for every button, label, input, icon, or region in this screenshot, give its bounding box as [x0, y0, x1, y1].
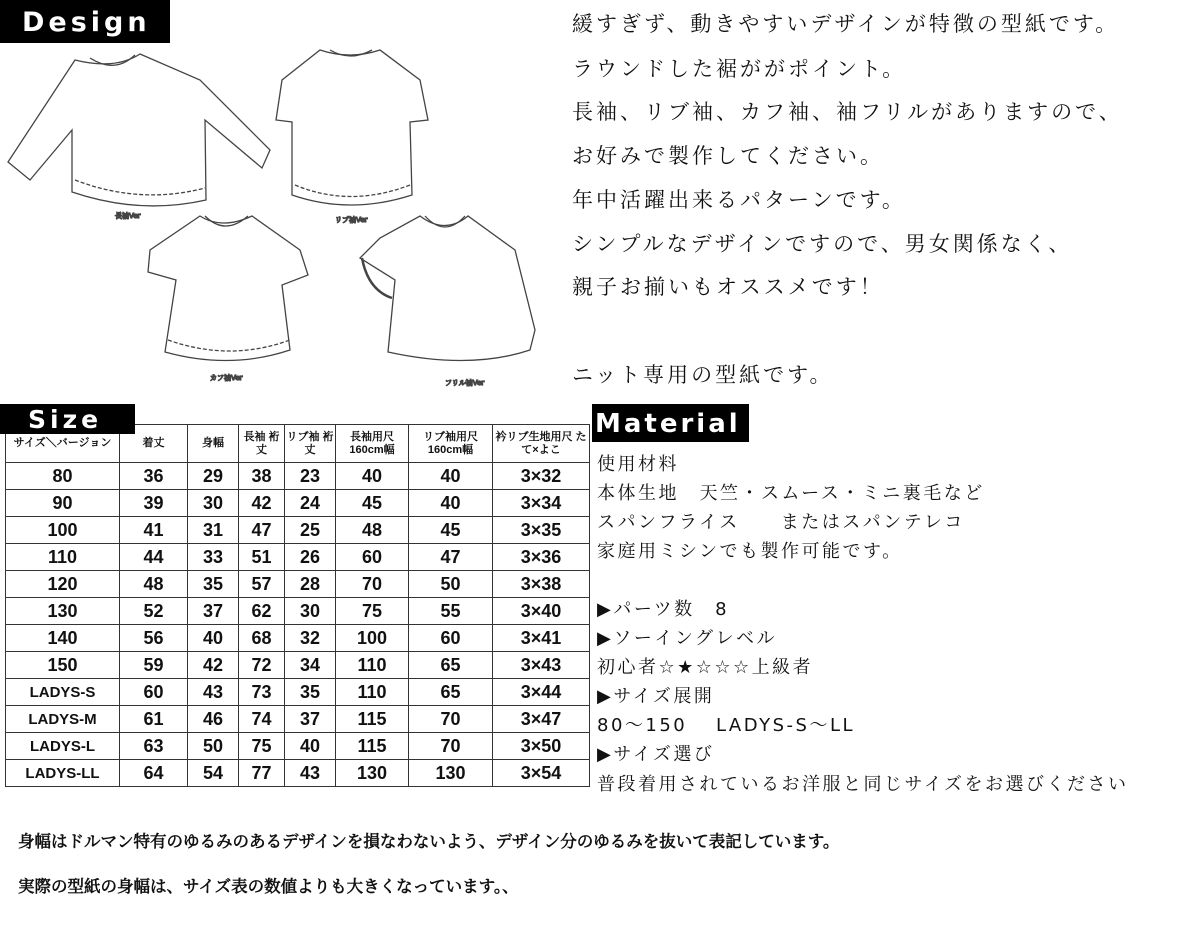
cuff-sleeve-drawing [148, 216, 308, 361]
table-cell: 43 [285, 760, 336, 787]
table-cell: 47 [409, 544, 493, 571]
table-cell: 45 [409, 517, 493, 544]
size-cell: LADYS-LL [6, 760, 120, 787]
table-row [6, 544, 590, 571]
pattern-drawings [0, 40, 560, 390]
column-header: リブ袖 裄丈 [285, 425, 336, 463]
column-header: リブ袖用尺 160cm幅 [409, 425, 493, 463]
caption-rib-sleeve: リブ袖Ver [335, 216, 368, 224]
column-header: 長袖 裄丈 [239, 425, 285, 463]
table-cell: 115 [336, 706, 409, 733]
table-row [6, 625, 590, 652]
table-cell: 37 [188, 598, 239, 625]
material-line: スパンフライス またはスパンテレコ [597, 512, 965, 533]
table-cell: 40 [409, 490, 493, 517]
table-cell: 62 [239, 598, 285, 625]
material-line: ▶サイズ展開 [597, 686, 715, 707]
column-header: 着丈 [120, 425, 188, 463]
table-cell: 30 [285, 598, 336, 625]
table-cell: 30 [188, 490, 239, 517]
material-line: ▶ソーイングレベル [597, 628, 777, 649]
design-label: Design [0, 0, 170, 43]
table-cell: 33 [188, 544, 239, 571]
table-cell: 3×47 [493, 706, 590, 733]
material-line: ▶パーツ数 8 [597, 599, 730, 620]
size-cell: LADYS-M [6, 706, 120, 733]
table-cell: 72 [239, 652, 285, 679]
table-cell: 3×54 [493, 760, 590, 787]
table-cell: 26 [285, 544, 336, 571]
table-cell: 115 [336, 733, 409, 760]
table-row [6, 490, 590, 517]
intro-line: 年中活躍出来るパターンです。 [572, 188, 906, 212]
table-cell: 48 [120, 571, 188, 598]
size-cell: LADYS-L [6, 733, 120, 760]
table-cell: 31 [188, 517, 239, 544]
note-line: 身幅はドルマン特有のゆるみのあるデザインを損なわないよう、デザイン分のゆるみを抜いて表記しています。 [18, 832, 840, 851]
intro-line: シンプルなデザインですので、男女関係なく、 [572, 232, 1073, 256]
size-cell: 140 [6, 625, 120, 652]
column-header: 衿リブ生地用尺 たて×よこ [493, 425, 590, 463]
table-cell: 29 [188, 463, 239, 490]
frill-sleeve-drawing [360, 216, 535, 361]
table-cell: 50 [188, 733, 239, 760]
table-cell: 70 [336, 571, 409, 598]
table-cell: 3×32 [493, 463, 590, 490]
size-cell: 130 [6, 598, 120, 625]
table-cell: 34 [285, 652, 336, 679]
table-cell: 75 [239, 733, 285, 760]
long-sleeve-drawing [8, 54, 270, 206]
table-row [6, 706, 590, 733]
caption-long-sleeve: 長袖Ver [115, 212, 141, 220]
table-cell: 56 [120, 625, 188, 652]
table-row [6, 463, 590, 490]
table-cell: 40 [409, 463, 493, 490]
table-cell: 74 [239, 706, 285, 733]
table-cell: 48 [336, 517, 409, 544]
table-cell: 110 [336, 679, 409, 706]
table-row [6, 760, 590, 787]
column-header: 長袖用尺 160cm幅 [336, 425, 409, 463]
intro-line: ニット専用の型紙です。 [572, 363, 834, 387]
table-cell: 40 [188, 625, 239, 652]
intro-line: 長袖、リブ袖、カフ袖、袖フリルがありますので、 [572, 100, 1123, 124]
table-cell: 42 [188, 652, 239, 679]
size-cell: 110 [6, 544, 120, 571]
table-cell: 73 [239, 679, 285, 706]
column-header: 身幅 [188, 425, 239, 463]
table-cell: 60 [336, 544, 409, 571]
table-cell: 36 [120, 463, 188, 490]
table-cell: 75 [336, 598, 409, 625]
material-line: 普段着用されているお洋服と同じサイズをお選びください [597, 774, 1129, 795]
table-cell: 24 [285, 490, 336, 517]
table-cell: 3×35 [493, 517, 590, 544]
rib-sleeve-drawing [276, 50, 428, 205]
material-line: 使用材料 [597, 454, 679, 475]
material-line: 家庭用ミシンでも製作可能です。 [597, 541, 903, 562]
table-row [6, 733, 590, 760]
table-cell: 70 [409, 733, 493, 760]
table-cell: 37 [285, 706, 336, 733]
table-cell: 3×44 [493, 679, 590, 706]
table-cell: 3×36 [493, 544, 590, 571]
table-row [6, 517, 590, 544]
intro-line: お好みで製作してください。 [572, 144, 884, 168]
table-cell: 64 [120, 760, 188, 787]
table-cell: 60 [409, 625, 493, 652]
material-line: 初心者☆★☆☆☆上級者 [597, 657, 814, 678]
table-cell: 41 [120, 517, 188, 544]
table-cell: 39 [120, 490, 188, 517]
table-cell: 63 [120, 733, 188, 760]
caption-cuff-sleeve: カフ袖Ver [210, 374, 243, 382]
table-cell: 3×43 [493, 652, 590, 679]
table-cell: 47 [239, 517, 285, 544]
intro-line: 親子お揃いもオススメです！ [572, 275, 884, 299]
table-cell: 3×38 [493, 571, 590, 598]
table-cell: 3×41 [493, 625, 590, 652]
table-row [6, 652, 590, 679]
table-cell: 60 [120, 679, 188, 706]
size-cell: 90 [6, 490, 120, 517]
column-header: サイズ＼バージョン [6, 425, 120, 463]
intro-line: 緩すぎず、動きやすいデザインが特徴の型紙です。 [572, 12, 1120, 36]
size-cell: 80 [6, 463, 120, 490]
table-row [6, 571, 590, 598]
caption-frill-sleeve: フリル袖Ver [445, 379, 485, 387]
note-line: 実際の型紙の身幅は、サイズ表の数値よりも大きくなっています。、 [18, 877, 519, 896]
table-cell: 35 [188, 571, 239, 598]
size-cell: 120 [6, 571, 120, 598]
table-cell: 25 [285, 517, 336, 544]
table-row [6, 679, 590, 706]
intro-line: ラウンドした裾ががポイント。 [572, 57, 907, 81]
table-cell: 28 [285, 571, 336, 598]
table-cell: 32 [285, 625, 336, 652]
table-cell: 40 [336, 463, 409, 490]
table-cell: 68 [239, 625, 285, 652]
table-cell: 3×34 [493, 490, 590, 517]
table-cell: 43 [188, 679, 239, 706]
table-cell: 65 [409, 652, 493, 679]
material-line: 本体生地 天竺・スムース・ミニ裏毛など [597, 483, 985, 504]
material-label: Material [592, 404, 749, 442]
table-cell: 45 [336, 490, 409, 517]
table-cell: 3×50 [493, 733, 590, 760]
size-cell: LADYS-S [6, 679, 120, 706]
table-cell: 51 [239, 544, 285, 571]
table-cell: 70 [409, 706, 493, 733]
table-cell: 50 [409, 571, 493, 598]
material-line: ▶サイズ選び [597, 744, 715, 765]
table-cell: 52 [120, 598, 188, 625]
table-cell: 38 [239, 463, 285, 490]
table-cell: 55 [409, 598, 493, 625]
table-cell: 40 [285, 733, 336, 760]
table-cell: 130 [409, 760, 493, 787]
size-label: Size [0, 404, 135, 434]
table-cell: 130 [336, 760, 409, 787]
size-cell: 150 [6, 652, 120, 679]
table-cell: 110 [336, 652, 409, 679]
table-cell: 54 [188, 760, 239, 787]
table-row [6, 598, 590, 625]
size-cell: 100 [6, 517, 120, 544]
table-cell: 44 [120, 544, 188, 571]
table-cell: 65 [409, 679, 493, 706]
table-cell: 35 [285, 679, 336, 706]
table-cell: 46 [188, 706, 239, 733]
table-cell: 23 [285, 463, 336, 490]
material-line: 80～150 LADYS-S～LL [597, 715, 856, 736]
table-cell: 57 [239, 571, 285, 598]
table-cell: 42 [239, 490, 285, 517]
table-cell: 100 [336, 625, 409, 652]
table-cell: 3×40 [493, 598, 590, 625]
table-cell: 61 [120, 706, 188, 733]
table-cell: 77 [239, 760, 285, 787]
size-table [5, 424, 590, 787]
table-cell: 59 [120, 652, 188, 679]
